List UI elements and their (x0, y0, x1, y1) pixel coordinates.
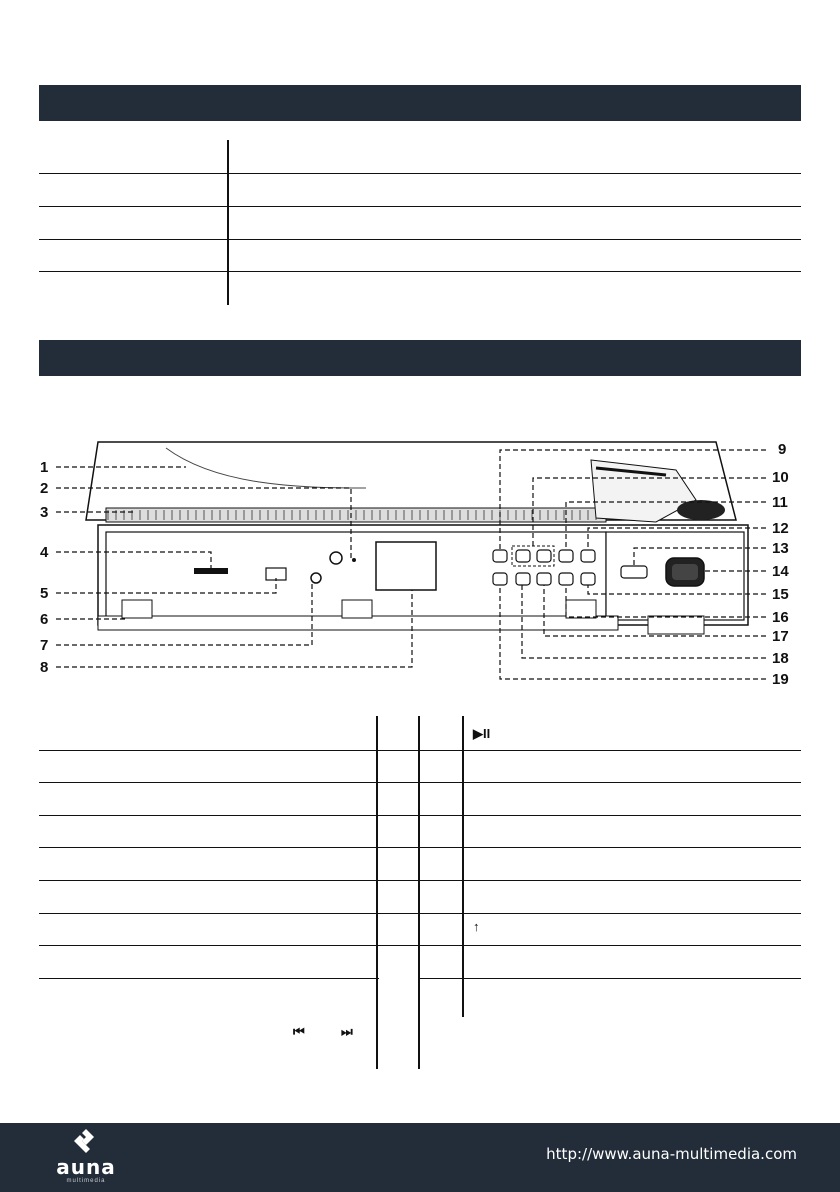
parts-table (39, 716, 801, 1039)
table-rule (420, 978, 801, 979)
callout-13: 13 (772, 540, 789, 557)
callout-8: 8 (40, 659, 49, 676)
table-row (39, 206, 801, 238)
table-rule (39, 913, 801, 914)
table-rule (39, 880, 801, 881)
callout-9: 9 (778, 441, 787, 458)
callout-16: 16 (772, 609, 789, 626)
table-divider (376, 762, 378, 1069)
callout-19: 19 (772, 671, 789, 688)
callout-12: 12 (772, 520, 789, 537)
table-row (39, 173, 801, 205)
brand-subtitle: multimedia (66, 1178, 106, 1184)
logo-mark-icon (46, 1127, 126, 1157)
callout-15: 15 (772, 586, 789, 603)
callout-6: 6 (40, 611, 49, 628)
callout-1: 1 (40, 459, 49, 476)
arrow-up-icon: ↑ (473, 919, 480, 934)
table-rule (39, 847, 801, 848)
table-rule (39, 815, 801, 816)
table-row (39, 140, 801, 172)
turntable-diagram (36, 430, 806, 690)
callout-5: 5 (40, 585, 49, 602)
skip-forward-icon: ⏭ (341, 1024, 353, 1039)
table-divider (462, 716, 464, 749)
callout-2: 2 (40, 480, 49, 497)
table-divider (418, 716, 420, 762)
section-header-bar (39, 85, 801, 121)
spec-table (39, 140, 801, 305)
table-divider (376, 716, 378, 762)
brand-name: auna (56, 1155, 116, 1179)
table-rule (39, 978, 379, 979)
table-row (39, 271, 801, 303)
play-pause-icon: ▶II (473, 726, 491, 741)
table-row (39, 239, 801, 271)
section-header-bar (39, 340, 801, 376)
callout-11: 11 (772, 494, 788, 511)
callout-17: 17 (772, 628, 789, 645)
callout-14: 14 (772, 563, 789, 580)
turntable-illustration (36, 430, 806, 690)
table-rule (39, 782, 801, 783)
callout-18: 18 (772, 650, 789, 667)
callout-4: 4 (40, 544, 49, 561)
callout-3: 3 (40, 504, 49, 521)
footer-bar (0, 1123, 840, 1192)
table-rule (39, 750, 801, 751)
table-rule (39, 945, 801, 946)
callout-10: 10 (772, 469, 789, 486)
brand-logo (46, 1127, 126, 1189)
table-divider (462, 749, 464, 1017)
callout-7: 7 (40, 637, 49, 654)
skip-back-icon: ⏮ (293, 1024, 305, 1039)
website-link[interactable]: http://www.auna-multimedia.com (546, 1145, 797, 1163)
table-divider (418, 762, 420, 1069)
